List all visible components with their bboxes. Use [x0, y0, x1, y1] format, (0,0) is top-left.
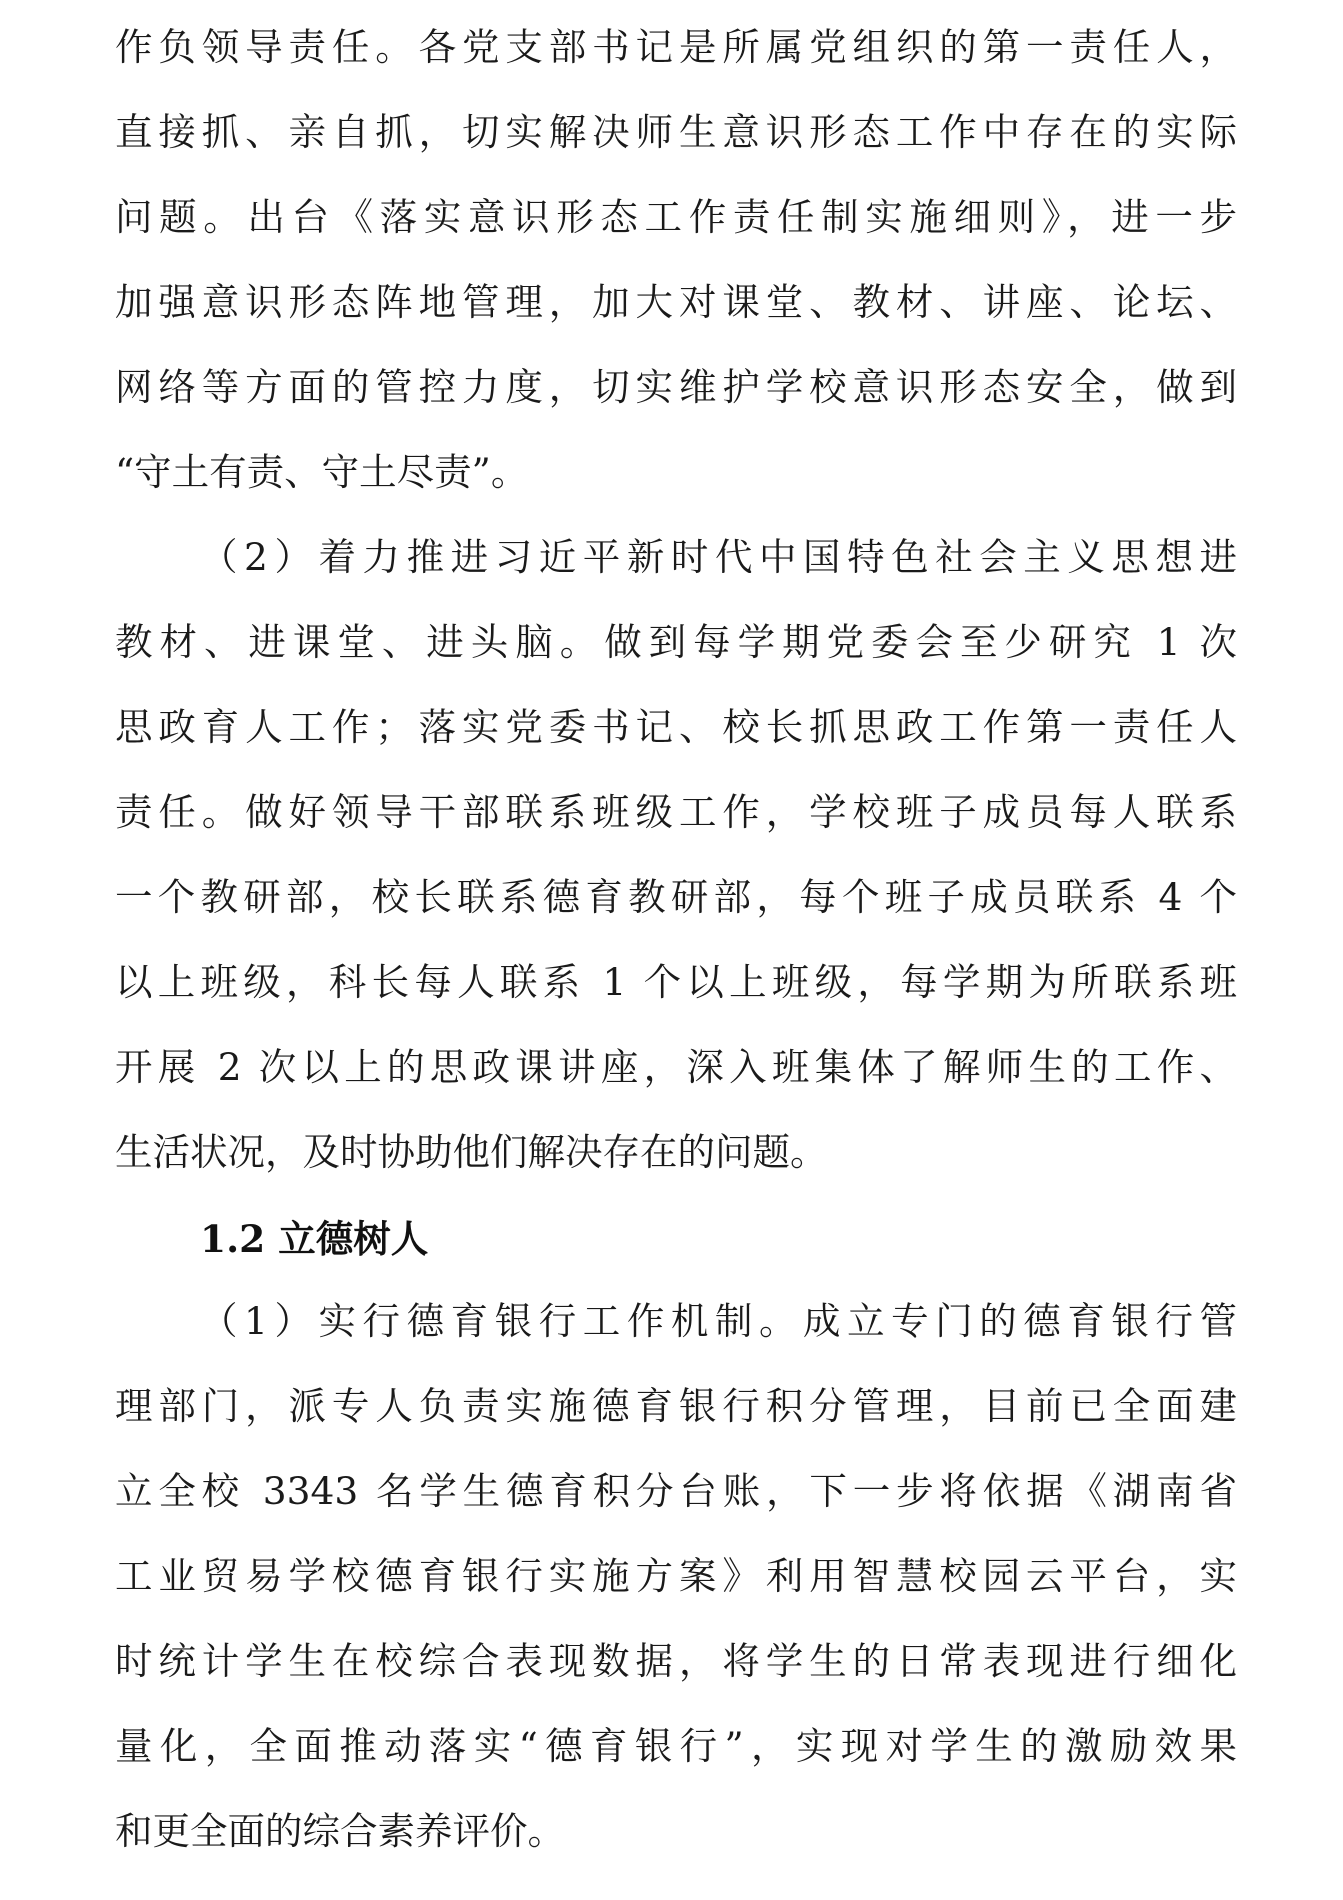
section-heading: 1.2 立德树人 [200, 1217, 429, 1261]
paragraph-2-line-4: 责任。做好领导干部联系班级工作，学校班子成员每人联系 [115, 790, 1237, 834]
paragraph-1-line-2: 直接抓、亲自抓，切实解决师生意识形态工作中存在的实际 [115, 110, 1237, 154]
section-paragraph-line-1: （1）实行德育银行工作机制。成立专门的德育银行管 [200, 1299, 1237, 1343]
paragraph-1-line-3: 问题。出台《落实意识形态工作责任制实施细则》，进一步 [115, 195, 1237, 239]
paragraph-2-line-1: （2）着力推进习近平新时代中国特色社会主义思想进 [200, 535, 1237, 579]
section-paragraph-line-5: 时统计学生在校综合表现数据，将学生的日常表现进行细化 [115, 1639, 1237, 1683]
paragraph-2-line-6: 以上班级，科长每人联系 1 个以上班级，每学期为所联系班 [115, 960, 1237, 1004]
section-paragraph-line-3: 立全校 3343 名学生德育积分台账，下一步将依据《湖南省 [115, 1469, 1237, 1513]
section-paragraph-line-2: 理部门，派专人负责实施德育银行积分管理，目前已全面建 [115, 1384, 1237, 1428]
paragraph-1-line-5: 网络等方面的管控力度，切实维护学校意识形态安全，做到 [115, 365, 1237, 409]
paragraph-2-line-2: 教材、进课堂、进头脑。做到每学期党委会至少研究 1 次 [115, 620, 1237, 664]
section-paragraph-line-4: 工业贸易学校德育银行实施方案》利用智慧校园云平台，实 [115, 1554, 1237, 1598]
paragraph-2-line-7: 开展 2 次以上的思政课讲座，深入班集体了解师生的工作、 [115, 1045, 1237, 1089]
paragraph-2-line-3: 思政育人工作；落实党委书记、校长抓思政工作第一责任人 [115, 705, 1237, 749]
paragraph-2-line-8: 生活状况，及时协助他们解决存在的问题。 [115, 1130, 828, 1174]
paragraph-1-line-1: 作负领导责任。各党支部书记是所属党组织的第一责任人， [115, 25, 1237, 69]
paragraph-2-line-5: 一个教研部，校长联系德育教研部，每个班子成员联系 4 个 [115, 875, 1237, 919]
section-paragraph-line-6: 量化，全面推动落实“德育银行”，实现对学生的激励效果 [115, 1724, 1237, 1768]
section-paragraph-line-7: 和更全面的综合素养评价。 [115, 1809, 565, 1853]
paragraph-1-line-4: 加强意识形态阵地管理，加大对课堂、教材、讲座、论坛、 [115, 280, 1237, 324]
paragraph-1-line-6: “守土有责、守土尽责”。 [115, 450, 529, 494]
